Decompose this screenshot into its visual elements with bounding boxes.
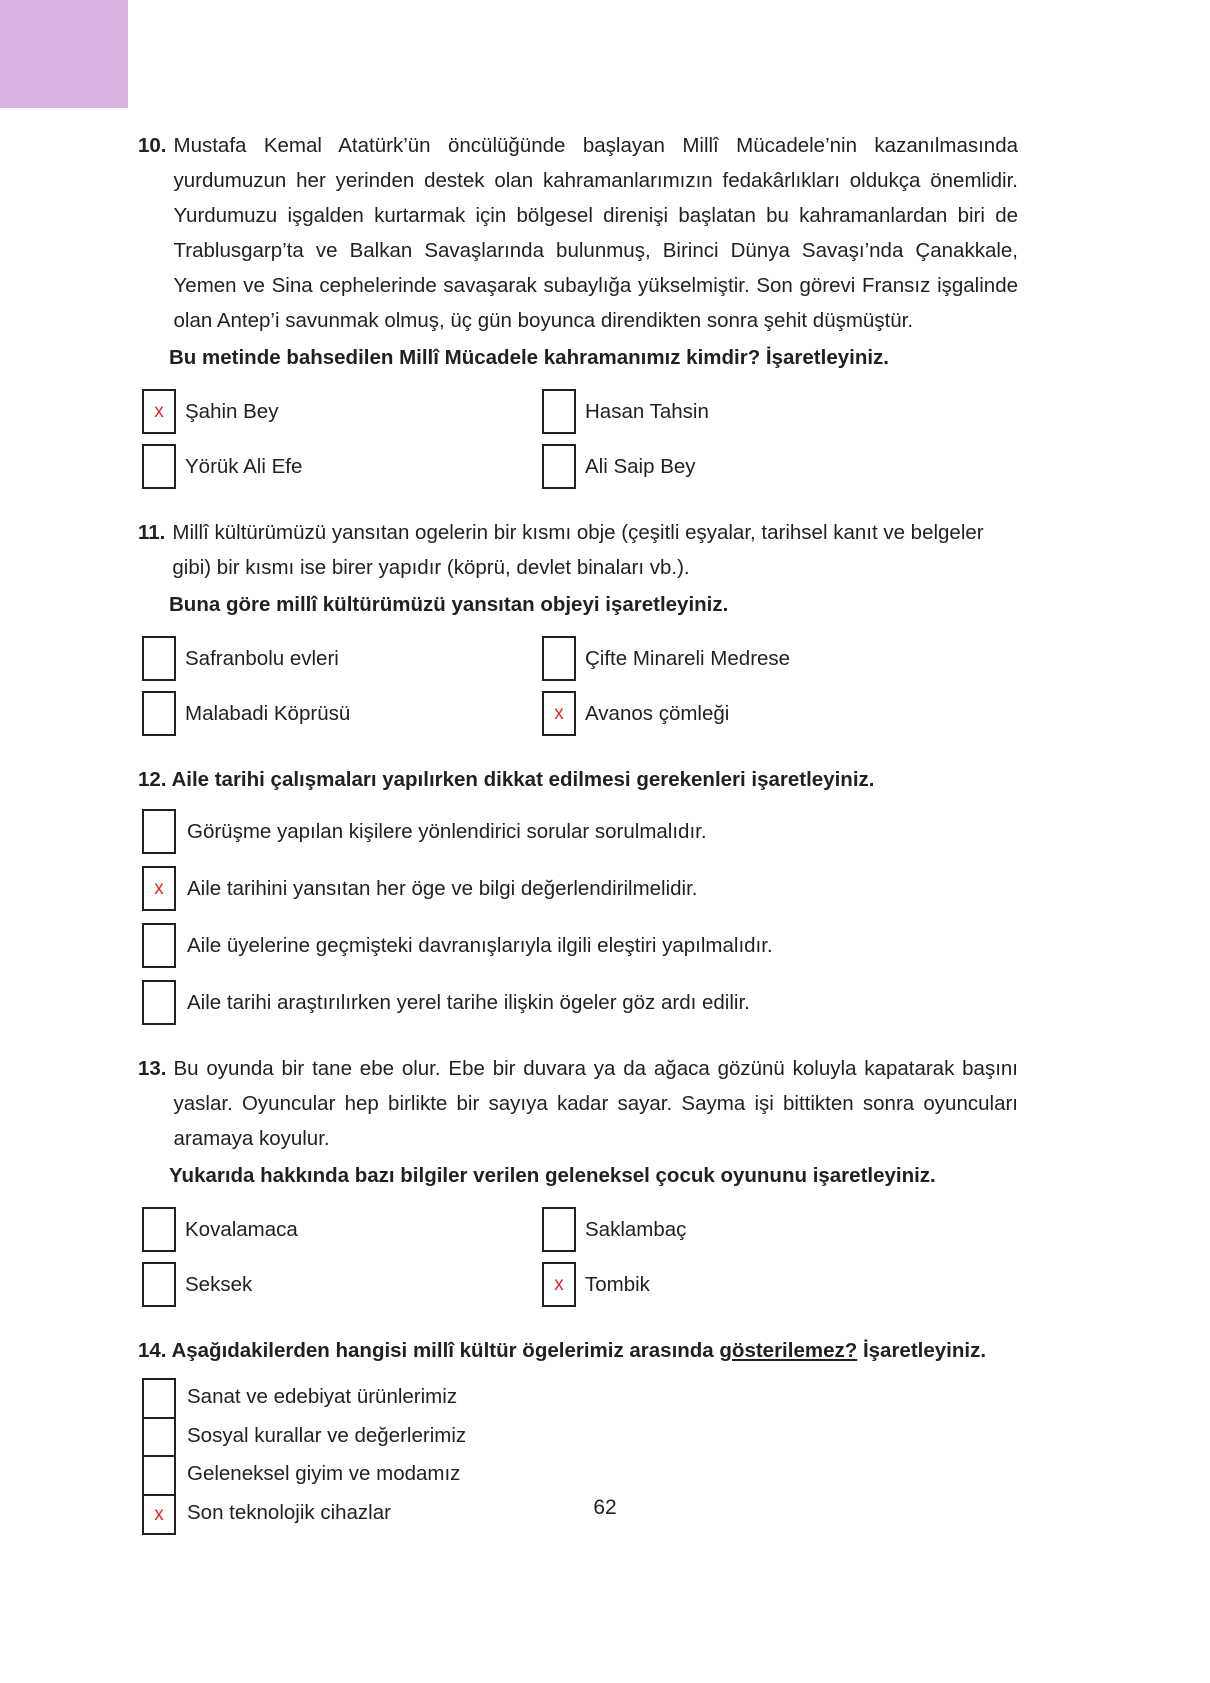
page-number: 62 [593,1496,617,1519]
question-14-text-post: İşaretleyiniz. [857,1339,987,1362]
question-11-body [138,515,1018,585]
option-row[interactable] [142,444,542,489]
checkbox[interactable] [542,1262,576,1307]
question-10-passage: Mustafa Kemal Atatürk’ün öncülüğünde başlayan Millî Mücadele’nin kazanılmasında yurdumuzun her yerinden destek olan kahramanlarımızın fedakârlıkları oldukça önemlidir. Yurdumuzu işgalden kurtarmak için bölgesel direnişi başlatan bu kahramanlardan biri de Trablusgarp’ta ve Balkan Savaşlarında bulunmuş, Birinci Dünya Savaşı’nda Çanakkale, Yemen ve Sina cephelerinde savaşarak subaylığa yükselmiştir. Son görevi Fransız işgalinde olan Antep’i savunmak olmuş, üç gün boyunca direndikten sonra şehit düşmüştür. [173,134,1018,332]
question-11 [138,515,1018,736]
question-14-headline [138,1333,1018,1368]
option-row[interactable] [142,809,1018,854]
question-13-prompt: Yukarıda hakkında bazı bilgiler verilen geleneksel çocuk oyununu işaretleyiniz. [169,1164,936,1187]
option-label: Aile tarihi araştırılırken yerel tarihe ilişkin ögeler göz ardı edilir. [187,990,750,1014]
option-label: Çifte Minareli Medrese [585,646,791,670]
option-label: Yörük Ali Efe [185,454,303,478]
question-11-prompt: Buna göre millî kültürümüzü yansıtan objeyi işaretleyiniz. [169,593,729,616]
checkbox[interactable] [542,444,576,489]
option-label: Hasan Tahsin [585,399,709,423]
question-13-number: 13. [138,1057,167,1080]
x-mark-icon: x [554,703,564,724]
option-row[interactable] [142,636,542,681]
question-13-passage: Bu oyunda bir tane ebe olur. Ebe bir duvara ya da ağaca gözünü koluyla kapatarak başını yaslar. Oyuncular hep birlikte bir sayıya kadar sayar. Sayma işi bittikten sonra oyuncuları aramaya koyulur. [173,1057,1018,1150]
checkbox[interactable] [142,980,176,1025]
option-row[interactable] [142,923,1018,968]
checkbox[interactable] [142,1262,176,1307]
option-label: Son teknolojik cihazlar [187,1500,391,1524]
option-row[interactable] [142,1262,542,1307]
question-10-number: 10. [138,134,167,157]
option-label: Safranbolu evleri [185,646,339,670]
option-row[interactable] [142,1207,542,1252]
question-11-passage: Millî kültürümüzü yansıtan ogelerin bir kısmı obje (çeşitli eşyalar, tarihsel kanıt ve belgeler gibi) bir kısmı ise birer yapıdır (köprü, devlet binaları vb.). [172,521,984,579]
option-label: Sosyal kurallar ve değerlerimiz [187,1423,467,1447]
question-10-prompt: Bu metinde bahsedilen Millî Mücadele kahramanımız kimdir? İşaretleyiniz. [169,346,889,369]
option-row[interactable] [142,980,1018,1025]
question-14-text-pre: Aşağıdakilerden hangisi millî kültür ögelerimiz arasında [171,1339,720,1362]
checkbox[interactable] [542,636,576,681]
option-row[interactable] [142,389,542,434]
question-10 [138,128,1018,489]
option-row[interactable] [542,1207,1018,1252]
option-row[interactable] [142,691,542,736]
option-label: Kovalamaca [185,1217,298,1241]
checkbox[interactable] [142,444,176,489]
checkbox[interactable] [142,866,176,911]
decorative-corner-block [0,0,128,108]
option-label: Aile üyelerine geçmişteki davranışlarıyla ilgili eleştiri yapılmalıdır. [187,933,773,957]
question-13 [138,1051,1018,1307]
question-13-body [138,1051,1018,1156]
question-14-number: 14. [138,1339,167,1362]
option-label: Aile tarihini yansıtan her öge ve bilgi değerlendirilmelidir. [187,876,698,900]
question-11-number: 11. [138,521,166,544]
option-row[interactable] [142,1455,1018,1494]
checkbox[interactable] [542,389,576,434]
option-label: Görüşme yapılan kişilere yönlendirici sorular sorulmalıdır. [187,819,707,843]
option-row[interactable] [142,1417,1018,1456]
question-11-options [138,636,1018,736]
checkbox[interactable] [542,1207,576,1252]
question-10-options [138,389,1018,489]
option-label: Saklambaç [585,1217,687,1241]
question-12-options [138,809,1018,1025]
checkbox[interactable] [142,809,176,854]
option-row[interactable] [142,866,1018,911]
option-label: Tombik [585,1272,650,1296]
option-label: Ali Saip Bey [585,454,696,478]
option-row[interactable] [542,691,1018,736]
option-row[interactable] [142,1378,1018,1417]
option-label: Seksek [185,1272,253,1296]
x-mark-icon: x [154,1503,164,1525]
checkbox[interactable] [542,691,576,736]
question-12 [138,762,1018,1025]
option-row[interactable] [542,1262,1018,1307]
option-label: Avanos çömleği [585,701,730,725]
question-14-text-underlined: gösterilemez? [719,1339,858,1362]
question-12-text: Aile tarihi çalışmaları yapılırken dikkat edilmesi gerekenleri işaretleyiniz. [171,768,875,791]
question-13-options [138,1207,1018,1307]
checkbox[interactable] [142,1207,176,1252]
checkbox[interactable] [142,1455,176,1496]
option-row[interactable] [542,636,1018,681]
checkbox[interactable] [142,1378,176,1419]
checkbox[interactable] [142,636,176,681]
checkbox[interactable] [142,923,176,968]
checkbox[interactable] [142,1417,176,1458]
x-mark-icon: x [154,878,164,899]
question-12-headline [138,762,1018,797]
question-10-body [138,128,1018,338]
checkbox[interactable] [142,389,176,434]
x-mark-icon: x [554,1274,564,1295]
question-12-number: 12. [138,768,167,791]
option-label: Geleneksel giyim ve modamız [187,1462,461,1486]
checkbox[interactable] [142,691,176,736]
option-label: Şahin Bey [185,399,279,423]
option-label: Malabadi Köprüsü [185,701,351,725]
option-row[interactable] [542,389,1018,434]
worksheet-content [138,128,1018,1558]
option-row[interactable] [542,444,1018,489]
x-mark-icon: x [154,401,164,422]
option-label: Sanat ve edebiyat ürünlerimiz [187,1385,458,1409]
